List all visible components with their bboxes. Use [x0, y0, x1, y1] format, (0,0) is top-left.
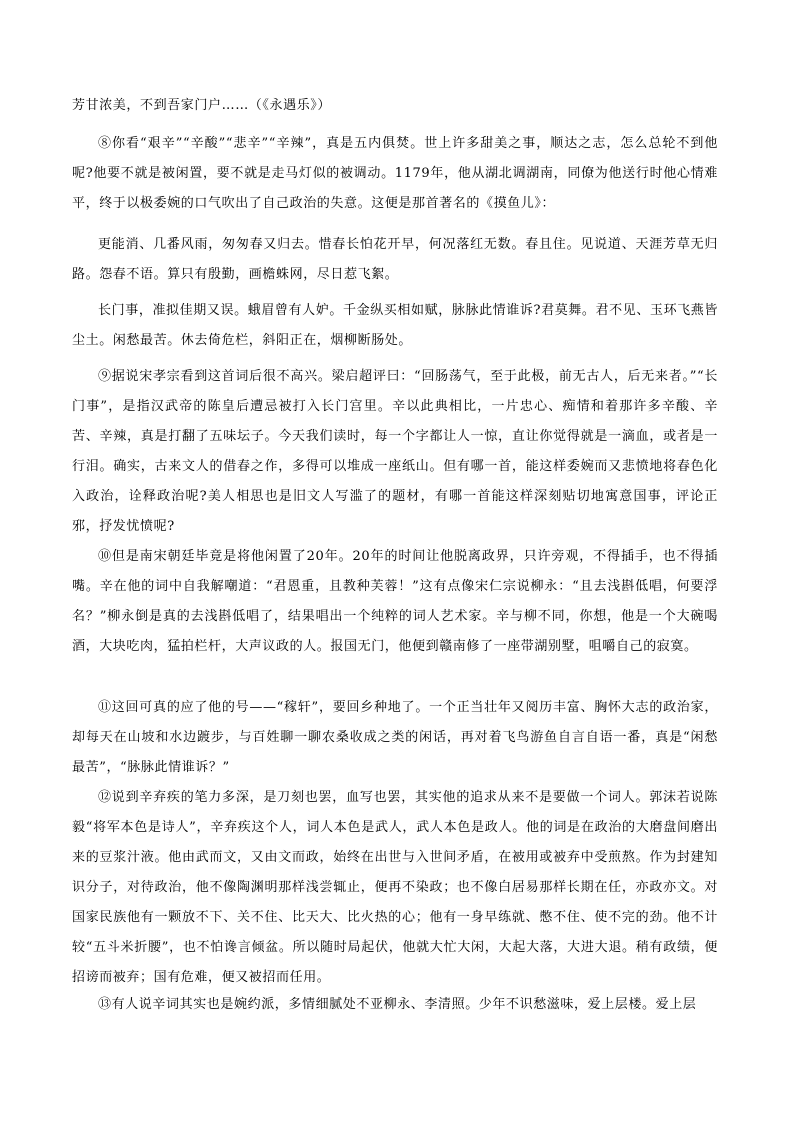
paragraph-9: ⑨据说宋孝宗看到这首词后很不高兴。梁启超评曰：“回肠荡气，至于此极，前无古人，后无来者。”“长门事”，是指汉武帝的陈皇后遭忌被打入长门宫里。辛以此典相比，一片忠心、痴情和着那许多辛酸、辛苦、辛辣，真是打翻了五味坛子。今天我们读时，每一个字都让人一惊，直让你觉得就是一滴血，或者是一行泪。确实，古来文人的借春之作，多得可以堆成一座纸山。但有哪一首，能这样委婉而又悲愤地将春色化入政治，诠释政治呢?美人相思也是旧文人写滥了的题材，有哪一首能这样深刻贴切地寓意国事，评论正邪，抒发忧愤呢?: [72, 369, 718, 534]
paragraph-12: ⑫说到辛弃疾的笔力多深，是刀刻也罢，血写也罢，其实他的追求从来不是要做一个词人。郭沫若说陈毅“将军本色是诗人”，辛弃疾这个人，词人本色是武人，武人本色是政人。他的词是在政治的大磨盘间磨出来的豆浆汁液。他由武而文，又由文而政，始终在出世与入世间矛盾，在被用或被弃中受煎熬。作为封建知识分子，对待政治，他不像陶渊明那样浅尝辄止，便再不染政；也不像白居易那样长期在任，亦政亦文。对国家民族他有一颗放不下、关不住、比天大、比火热的心；他有一身早练就、憋不住、使不完的劲。他不计较“五斗米折腰”，也不怕谗言倾盆。所以随时局起伏，他就大忙大闲，大起大落，大进大退。稍有政绩，便招谤而被弃；国有危难，便又被招而任用。: [72, 790, 718, 985]
paragraph-8: ⑧你看“艰辛”“辛酸”“悲辛”“辛辣”，真是五内俱焚。世上许多甜美之事，顺达之志，怎么总轮不到他呢?他要不就是被闲置，要不就是走马灯似的被调动。1179年，他从湖北调湖南，同僚为他送行时他心情难平，终于以极委婉的口气吹出了自己政治的失意。这便是那首著名的《摸鱼儿》：: [72, 136, 718, 211]
poem-stanza-2: 长门事，准拟佳期又误。蛾眉曾有人妒。千金纵买相如赋，脉脉此情谁诉?君莫舞。君不见、玉环飞燕皆尘土。闲愁最苦。休去倚危栏，斜阳正在，烟柳断肠处。: [72, 303, 718, 348]
paragraph-11: ⑪这回可真的应了他的号——“稼轩”，要回乡种地了。一个正当壮年又阅历丰富、胸怀大志的政治家，却每天在山坡和水边踱步，与百姓聊一聊农桑收成之类的闲话，再对着飞鸟游鱼自言自语一番，真是“闲愁最苦”，“脉脉此情谁诉？”: [72, 700, 718, 775]
poem-stanza-1: 更能消、几番风雨，匆匆春又归去。惜春长怕花开早，何况落红无数。春且住。见说道、天涯芳草无归路。怨春不语。算只有殷勤，画檐蛛网，尽日惹飞絮。: [72, 237, 718, 282]
paragraph-intro-quote: 芳甘浓美，不到吾家门户……（《永遇乐》）: [72, 98, 332, 113]
paragraph-13: ⑬有人说辛词其实也是婉约派，多情细腻处不亚柳永、李清照。少年不识愁滋味，爱上层楼。爱上层: [98, 997, 697, 1012]
paragraph-10: ⑩但是南宋朝廷毕竟是将他闲置了20年。20年的时间让他脱离政界，只许旁观，不得插手，也不得插嘴。辛在他的词中自我解嘲道：“君恩重，且教种芙蓉！”这有点像宋仁宗说柳永：“且去浅斟低唱，何要浮名？”柳永倒是真的去浅斟低唱了，结果唱出一个纯粹的词人艺术家。辛与柳不同，你想，他是一个大碗喝酒，大块吃肉，猛拍栏杆，大声议政的人。报国无门，他便到赣南修了一座带湖别墅，咀嚼自己的寂寞。: [72, 549, 718, 654]
